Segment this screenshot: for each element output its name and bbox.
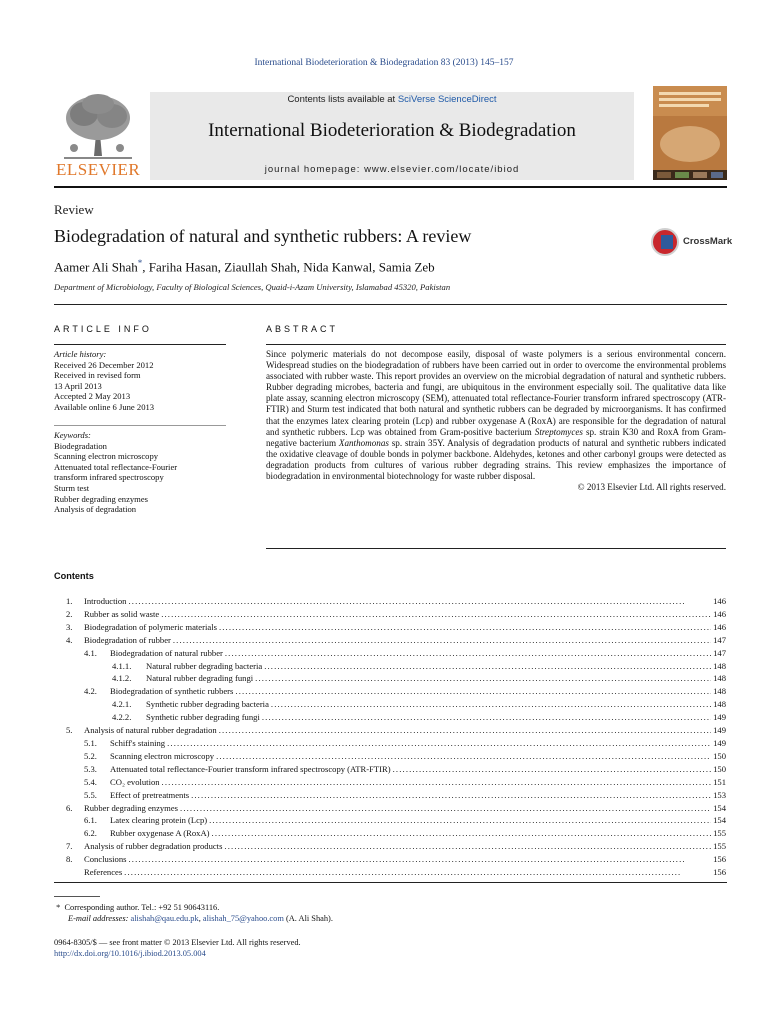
toc-title: Rubber degrading enzymes [84, 802, 179, 813]
toc-leader [219, 724, 711, 737]
abstract-genus: Xanthomonas [338, 437, 389, 448]
abstract-bottom-rule [266, 548, 726, 549]
keywords-block [54, 430, 226, 515]
toc-entry[interactable] [54, 608, 726, 621]
email-line [54, 914, 333, 925]
contents-prefix: Contents lists available at [287, 94, 398, 105]
email-label: E-mail addresses: [68, 913, 129, 923]
journal-cover-image [653, 86, 727, 180]
toc-number: 5. [66, 725, 73, 736]
publisher-name: ELSEVIER [56, 160, 141, 179]
keyword: transform infrared spectroscopy [54, 472, 164, 483]
toc-entry[interactable] [54, 840, 726, 853]
paper-title: Biodegradation of natural and synthetic rubbers: A review [54, 226, 472, 246]
toc-entry[interactable] [54, 814, 726, 827]
toc-page: 148 [713, 660, 726, 671]
toc-page: 154 [713, 802, 726, 813]
toc-title: Biodegradation of natural rubber [110, 647, 223, 658]
toc-leader [235, 685, 711, 698]
toc-entry[interactable] [54, 660, 726, 673]
affiliation: Department of Microbiology, Faculty of Biological Sciences, Quaid-i-Azam University, Islamabad 45320, Pakistan [54, 282, 451, 292]
toc-entry[interactable] [54, 647, 726, 660]
article-type: Review [54, 202, 94, 217]
toc-leader [262, 711, 711, 724]
footnote-mark: * [56, 903, 61, 912]
journal-citation: International Biodeterioration & Biodegradation 83 (2013) 145–157 [254, 58, 514, 68]
toc-number: 4. [66, 634, 73, 645]
toc-title: Analysis of rubber degradation products [84, 841, 223, 852]
toc-title: Rubber oxygenase A (RoxA) [110, 828, 210, 839]
imprint [54, 938, 301, 959]
sciencedirect-link[interactable]: SciVerse ScienceDirect [397, 94, 497, 105]
abstract-genus: Streptomyces [534, 426, 583, 437]
toc-leader [216, 750, 711, 763]
article-info-rule [54, 344, 226, 345]
footnote-rule [54, 896, 100, 897]
article-history-label: Article history: [54, 349, 107, 359]
journal-title: International Biodeterioration & Biodegradation [208, 120, 576, 141]
history-line: Accepted 2 May 2013 [54, 391, 131, 402]
journal-homepage[interactable]: journal homepage: www.elsevier.com/locate/ibiod [264, 164, 520, 175]
toc-number: 4.2.2. [112, 712, 132, 723]
toc-page: 146 [713, 621, 726, 632]
toc-entry[interactable] [54, 802, 726, 815]
toc-title: Natural rubber degrading bacteria [146, 660, 263, 671]
toc-page: 151 [713, 776, 726, 787]
toc-entry[interactable] [54, 763, 726, 776]
toc-entry[interactable] [54, 685, 726, 698]
toc-entry[interactable] [54, 698, 726, 711]
toc-number: 7. [66, 841, 73, 852]
keyword: Scanning electron microscopy [54, 451, 159, 462]
toc-entry[interactable] [54, 634, 726, 647]
toc-page: 147 [713, 634, 726, 645]
keyword: Analysis of degradation [54, 504, 137, 515]
toc-page: 156 [713, 854, 726, 865]
toc-number: 5.2. [84, 750, 97, 761]
toc-leader [173, 634, 711, 647]
toc-page: 148 [713, 699, 726, 710]
toc-leader [191, 789, 711, 802]
toc-title: Latex clearing protein (Lcp) [110, 815, 208, 826]
email-separator: , [198, 913, 203, 923]
footnote [54, 903, 333, 924]
toc-page: 154 [713, 815, 726, 826]
toc-leader [255, 672, 711, 685]
keyword: Sturm test [54, 482, 90, 493]
toc-title: Natural rubber degrading fungi [146, 673, 254, 684]
toc-entry[interactable] [54, 789, 726, 802]
history-line: 13 April 2013 [54, 380, 102, 391]
toc-leader [167, 737, 711, 750]
email-link[interactable]: alishah_75@yahoo.com [202, 913, 284, 923]
toc-title: Schiff's staining [110, 737, 166, 748]
toc-entry[interactable] [54, 711, 726, 724]
toc-title: Effect of pretreatments [110, 789, 190, 800]
toc-number: 4.2. [84, 686, 97, 697]
crossmark-badge[interactable] [651, 228, 731, 260]
keywords-label: Keywords: [54, 430, 91, 440]
toc-title: References [84, 867, 123, 878]
toc-entry[interactable] [54, 595, 726, 608]
toc-title: CO₂ evolution [110, 776, 160, 787]
toc-leader [180, 802, 711, 815]
toc-page: 148 [713, 673, 726, 684]
crossmark-label: CrossMark [683, 236, 733, 247]
toc-entry[interactable] [54, 866, 726, 879]
toc-number: 4.1.1. [112, 660, 132, 671]
keywords-rule [54, 425, 226, 426]
toc-title: Analysis of natural rubber degradation [84, 725, 217, 736]
toc-leader [264, 660, 711, 673]
journal-banner [150, 92, 634, 180]
toc-entry[interactable] [54, 621, 726, 634]
toc-number: 5.3. [84, 763, 97, 774]
article-history [54, 349, 226, 413]
toc-page: 156 [713, 867, 726, 878]
toc-page: 155 [713, 828, 726, 839]
toc-title: Biodegradation of synthetic rubbers [110, 686, 234, 697]
toc-number: 2. [66, 608, 73, 619]
history-line: Available online 6 June 2013 [54, 401, 155, 412]
toc-entry[interactable] [54, 776, 726, 789]
doi-link[interactable]: http://dx.doi.org/10.1016/j.ibiod.2013.05.004 [54, 948, 206, 958]
abstract-text-part: sp. strain 35Y. Analysis of degradation products of natural and synthetic rubbers indicated the oxidative cleavage of double bonds in polymer backbone. Aldehydes, ketones and other carbonyl groups were detected as degradation products from cultures of various rubber degrading strains. This review emphasizes the importance of biodegradation in environmental biotechnology for waste rubber disposal. [266, 437, 726, 482]
abstract-copyright: © 2013 Elsevier Ltd. All rights reserved. [577, 482, 726, 493]
header-rule [54, 304, 727, 305]
toc-title: Attenuated total reflectance-Fourier transform infrared spectroscopy (ATR-FTIR) [110, 763, 391, 774]
toc-leader [162, 776, 712, 789]
toc-page: 146 [713, 596, 726, 606]
corresponding-author-mark[interactable]: * [137, 258, 143, 268]
toc-page: 155 [713, 841, 726, 852]
masthead-rule [54, 186, 727, 188]
toc-leader [225, 647, 711, 660]
toc-title: Biodegradation of rubber [84, 634, 171, 645]
toc-title: Rubber as solid waste [84, 608, 160, 619]
toc-title: Synthetic rubber degrading bacteria [146, 699, 269, 710]
toc-entry[interactable] [54, 750, 726, 763]
toc-page: 149 [713, 712, 726, 723]
contents-availability [150, 94, 634, 105]
toc-title: Biodegradation of polymeric materials [84, 621, 217, 632]
corresponding-text: Corresponding author. Tel.: +92 51 90643116. [64, 903, 220, 912]
toc-number: 5.1. [84, 737, 97, 748]
toc-number: 4.2.1. [112, 699, 132, 710]
keyword: Attenuated total reflectance-Fourier [54, 461, 178, 472]
table-of-contents [54, 595, 726, 879]
issn-line: 0964-8305/$ — see front matter © 2013 Elsevier Ltd. All rights reserved. [54, 938, 301, 947]
toc-leader [212, 827, 712, 840]
contents-bottom-rule [54, 882, 727, 883]
toc-number: 6.1. [84, 815, 97, 826]
keyword: Biodegradation [54, 440, 107, 451]
toc-page: 150 [713, 763, 726, 774]
toc-title: Synthetic rubber degrading fungi [146, 712, 260, 723]
first-author[interactable]: Aamer Ali Shah [54, 259, 138, 275]
toc-page: 148 [713, 686, 726, 697]
abstract-text-part: sp. strain K30 and RoxA from Gram-negative bacterium [266, 426, 727, 448]
toc-leader [129, 853, 712, 866]
toc-number: 3. [66, 621, 73, 632]
toc-page: 146 [713, 608, 726, 619]
contents-heading: Contents [54, 571, 94, 581]
toc-entry[interactable] [54, 737, 726, 750]
toc-entry[interactable] [54, 853, 726, 866]
toc-number: 6. [66, 802, 73, 813]
toc-number: 5.5. [84, 789, 97, 800]
abstract-heading: ABSTRACT [266, 324, 339, 334]
toc-number: 4.1. [84, 647, 97, 658]
toc-number: 1. [66, 596, 73, 606]
toc-leader [161, 608, 711, 621]
toc-title: Scanning electron microscopy [110, 750, 215, 761]
history-line: Received in revised form [54, 370, 141, 381]
toc-entry[interactable] [54, 672, 726, 685]
toc-leader [271, 698, 711, 711]
masthead [54, 86, 727, 180]
abstract-body [266, 349, 726, 493]
other-authors: , Fariha Hasan, Ziaullah Shah, Nida Kanwal, Samia Zeb [142, 259, 435, 275]
toc-number: 6.2. [84, 828, 97, 839]
abstract-text-part: Since polymeric materials do not decompose easily, disposal of waste polymers is a serious environmental concern. Widespread studies on the biodegradation of rubbers have been carried out in order to overcome the environmental problems associated with rubber waste. This report provides an overview on the microbial degradation of natural and synthetic rubbers. Rubber degrading microbes, bacteria and fungi, are ubiquitous in the environment especially soil. The qualitative data like plate assay, scanning electron microscopy (SEM), attenuated total reflectance-Fourier transform infrared spectroscopy (ATR-FTIR) and Sturm test indicated that both natural and synthetic rubbers can be degraded by microorganisms. It has confirmed that the enzymes latex clearing protein (Lcp) and rubber oxygenase A (RoxA) are responsible for the degradation of natural and synthetic rubbers. Lcp was obtained from Gram-positive bacterium [266, 349, 726, 437]
toc-page: 149 [713, 725, 726, 736]
toc-number: 5.4. [84, 776, 97, 787]
toc-page: 153 [713, 789, 726, 800]
toc-page: 147 [713, 647, 726, 658]
toc-page: 150 [713, 750, 726, 761]
email-link[interactable]: alishah@qau.edu.pk [130, 913, 199, 923]
toc-leader [219, 621, 711, 634]
email-suffix: (A. Ali Shah). [283, 913, 333, 923]
toc-leader [124, 866, 711, 879]
toc-title: Conclusions [84, 854, 127, 865]
toc-title: Introduction [84, 596, 127, 606]
corresponding-author-note [54, 903, 333, 914]
toc-leader [224, 840, 711, 853]
toc-number: 4.1.2. [112, 673, 132, 684]
toc-page: 149 [713, 737, 726, 748]
article-info-heading: ARTICLE INFO [54, 324, 152, 334]
author-list [54, 258, 435, 275]
toc-entry[interactable] [54, 724, 726, 737]
toc-leader [128, 595, 711, 608]
toc-number: 8. [66, 854, 73, 865]
toc-entry[interactable] [54, 827, 726, 840]
crossmark-icon [651, 228, 679, 256]
toc-leader [393, 763, 711, 776]
keyword: Rubber degrading enzymes [54, 493, 149, 504]
history-line: Received 26 December 2012 [54, 359, 154, 370]
toc-leader [209, 814, 711, 827]
abstract-rule [266, 344, 726, 345]
